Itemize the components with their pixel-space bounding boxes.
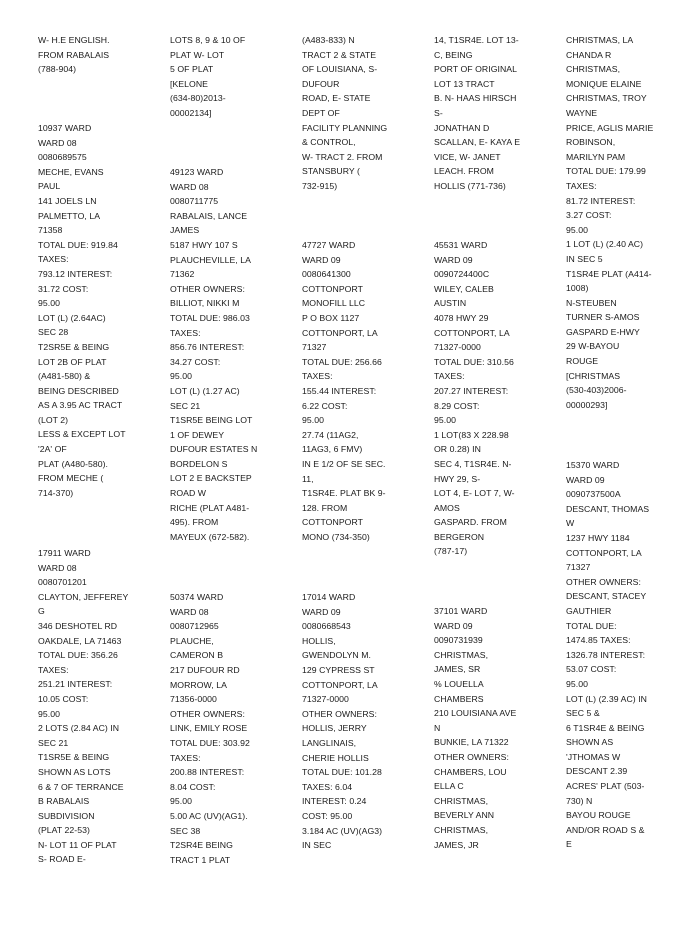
text-line: PRICE, AGLIS MARIE — [566, 122, 654, 133]
record-block — [434, 238, 562, 559]
record-block — [170, 165, 298, 544]
text-line: 15370 WARD — [566, 460, 620, 470]
text-line: 6 T1SR4E & BEING — [566, 722, 645, 733]
text-line: ELLA C — [434, 781, 464, 792]
text-line: 53.07 COST: — [566, 664, 617, 675]
text-line: [CHRISTMAS — [566, 370, 621, 381]
text-line: ROBINSON, — [566, 137, 616, 148]
text-line: DUFOUR — [302, 78, 340, 89]
text-line: 793.12 INTEREST: — [38, 268, 113, 279]
text-line: 95.00 — [170, 796, 192, 807]
text-column-3 — [302, 0, 430, 942]
text-line: 0080701201 — [38, 577, 87, 588]
text-line: HOLLIS, — [302, 635, 336, 646]
text-line: WILEY, CALEB — [434, 283, 494, 294]
text-column-4 — [434, 0, 562, 942]
text-line: BAYOU ROUGE — [566, 810, 631, 821]
text-line: (788-904) — [38, 64, 77, 75]
text-line: CHRISTMAS, — [434, 649, 489, 660]
text-line: TOTAL DUE: 179.99 — [566, 166, 646, 177]
record-block — [566, 458, 682, 852]
text-line: W — [566, 518, 575, 529]
text-line: CHRISTMAS, — [566, 64, 621, 75]
text-line: LINK, EMILY ROSE — [170, 723, 248, 734]
text-line: 11, — [302, 473, 314, 484]
text-line: 714-370) — [38, 487, 74, 498]
text-line: W- TRACT 2. FROM — [302, 151, 383, 162]
text-line: 0080711775 — [170, 196, 219, 207]
text-line: WARD 09 — [434, 620, 473, 631]
text-line: TAXES: — [566, 180, 597, 191]
text-line: SHOWN AS LOTS — [38, 766, 111, 777]
text-line: LOT 13 TRACT — [434, 78, 495, 89]
text-line: 17014 WARD — [302, 592, 356, 602]
text-line: W- H.E ENGLISH. — [38, 35, 110, 45]
text-line: 5 OF PLAT — [170, 64, 214, 75]
text-line: 0090737500A — [566, 489, 621, 500]
text-line: SEC 38 — [170, 825, 201, 836]
text-line: S- ROAD E- — [38, 854, 86, 865]
text-line: 1 LOT (L) (2.40 AC) — [566, 239, 644, 250]
text-line: MONIQUE ELAINE — [566, 78, 642, 89]
text-line: 1008) — [566, 283, 589, 294]
text-line: DESCANT, THOMAS — [566, 503, 650, 514]
text-line: 732-915) — [302, 180, 338, 191]
text-line: FROM RABALAIS — [38, 49, 110, 60]
text-line: GASPARD. FROM — [434, 517, 507, 528]
text-line: 71327-0000 — [434, 342, 481, 353]
text-line: 71362 — [170, 269, 195, 280]
text-line: B RABALAIS — [38, 796, 90, 807]
text-line: MONOFILL LLC — [302, 298, 366, 309]
text-line: WARD 09 — [434, 254, 473, 265]
text-line: 45531 WARD — [434, 240, 488, 250]
text-line: HOLLIS (771-736) — [434, 180, 506, 191]
text-line: 10.05 COST: — [38, 693, 89, 704]
text-line: CHANDA R — [566, 49, 612, 60]
text-line: 14, T1SR4E. LOT 13- — [434, 35, 519, 45]
text-line: BEING DESCRIBED — [38, 385, 119, 396]
text-line: SEC 21 — [170, 400, 201, 411]
record-block — [434, 33, 562, 194]
text-line: SEC 4, T1SR4E. N- — [434, 458, 512, 469]
text-column-5 — [566, 0, 682, 942]
text-line: TURNER S-AMOS — [566, 312, 640, 323]
text-line: SEC 21 — [38, 737, 69, 748]
text-line: WAYNE — [566, 107, 598, 118]
text-line: TOTAL DUE: 101.28 — [302, 767, 382, 778]
text-line: TOTAL DUE: 303.92 — [170, 737, 250, 748]
text-line: DEPT OF — [302, 107, 340, 118]
text-line: PLAUCHEVILLE, LA — [170, 254, 251, 265]
text-line: ACRES' PLAT (503- — [566, 781, 645, 792]
text-line: T1SR5E BEING LOT — [170, 415, 253, 426]
text-line: T1SR5E & BEING — [38, 752, 110, 763]
text-line: OTHER OWNERS: — [302, 708, 377, 719]
text-line: (A481-580) & — [38, 371, 91, 382]
text-line: OF LOUISIANA, S- — [302, 64, 378, 75]
text-line: 141 JOELS LN — [38, 195, 97, 206]
text-line: 71327 — [302, 342, 327, 353]
text-line: (787-17) — [434, 546, 468, 557]
text-line: CLAYTON, JEFFEREY — [38, 591, 129, 602]
text-line: C, BEING — [434, 49, 473, 60]
text-line: 4078 HWY 29 — [434, 312, 489, 323]
text-line: ROUGE — [566, 356, 599, 367]
text-line: RABALAIS, LANCE — [170, 210, 248, 221]
text-line: LOT (L) (2.64AC) — [38, 312, 106, 323]
text-line: % LOUELLA — [434, 678, 484, 689]
text-line: 210 LOUISIANA AVE — [434, 708, 517, 719]
text-line: 95.00 — [434, 415, 456, 426]
text-line: 0090731939 — [434, 635, 483, 646]
text-line: VICE, W- JANET — [434, 151, 501, 162]
text-line: 346 DESHOTEL RD — [38, 620, 118, 631]
text-line: CHAMBERS, LOU — [434, 766, 507, 777]
text-line: CHRISTMAS, TROY — [566, 93, 647, 104]
text-line: 'JTHOMAS W — [566, 751, 621, 762]
text-line: WARD 08 — [170, 181, 209, 192]
text-line: SEC 5 & — [566, 708, 600, 719]
text-line: N-STEUBEN — [566, 297, 617, 308]
text-line: TOTAL DUE: — [566, 620, 617, 631]
text-line: LANGLINAIS, — [302, 737, 357, 748]
text-line: 2 LOTS (2.84 AC) IN — [38, 723, 120, 734]
text-line: TAXES: — [38, 254, 69, 265]
text-line: 5187 HWY 107 S — [170, 239, 238, 250]
text-line: OTHER OWNERS: — [566, 576, 641, 587]
text-line: AUSTIN — [434, 298, 467, 309]
text-line: GASPARD E-HWY — [566, 326, 640, 337]
text-line: GAUTHIER — [566, 605, 612, 616]
record-block — [302, 33, 430, 194]
text-line: BORDELON S — [170, 458, 228, 469]
text-line: CHRISTMAS, — [434, 795, 489, 806]
text-line: TAXES: — [434, 371, 465, 382]
text-line: JAMES — [170, 225, 200, 236]
text-line: 17911 WARD — [38, 548, 91, 558]
text-line: 71327 — [566, 562, 591, 573]
text-line: 95.00 — [38, 708, 60, 719]
text-line: 1 OF DEWEY — [170, 429, 225, 440]
text-line: (PLAT 22-53) — [38, 825, 90, 836]
text-line: COTTONPORT, LA — [434, 327, 510, 338]
text-line: 3.184 AC (UV)(AG3) — [302, 825, 383, 836]
text-line: BILLIOT, NIKKI M — [170, 298, 240, 309]
text-line: 0080689575 — [38, 152, 87, 163]
text-line: 31.72 COST: — [38, 283, 89, 294]
text-line: HWY 29, S- — [434, 473, 481, 484]
text-line: 81.72 INTEREST: — [566, 195, 636, 206]
text-line: N — [434, 722, 441, 733]
text-line: PORT OF ORIGINAL — [434, 64, 518, 75]
text-line: 37101 WARD — [434, 606, 488, 616]
text-line: 730) N — [566, 795, 593, 806]
text-line: 95.00 — [566, 678, 588, 689]
text-line: SHOWN AS — [566, 737, 614, 748]
text-line: 10937 WARD — [38, 123, 92, 133]
text-line: T2SR5E & BEING — [38, 341, 110, 352]
text-line: LOT 4, E- LOT 7, W- — [434, 488, 515, 499]
text-line: MONO (734-350) — [302, 531, 370, 542]
text-line: ROAD W — [170, 488, 207, 499]
text-line: T1SR4E PLAT (A414- — [566, 268, 652, 279]
text-line: FROM MECHE ( — [38, 473, 104, 484]
text-line: AS A 3.95 AC TRACT — [38, 400, 123, 411]
text-line: PAUL — [38, 181, 61, 192]
text-column-2 — [170, 0, 298, 942]
text-line: 0090724400C — [434, 269, 490, 280]
text-line: LEACH. FROM — [434, 166, 494, 177]
text-line: 95.00 — [302, 415, 324, 426]
text-line: TRACT 2 & STATE — [302, 49, 377, 60]
text-line: OTHER OWNERS: — [170, 283, 245, 294]
text-line: TRACT 1 PLAT — [170, 854, 231, 865]
text-line: 49123 WARD — [170, 167, 224, 177]
text-line: 00002134] — [170, 107, 212, 118]
text-line: T2SR4E BEING — [170, 840, 233, 851]
text-line: COTTONPORT, LA — [302, 327, 378, 338]
text-line: BEVERLY ANN — [434, 810, 495, 821]
text-line: P O BOX 1127 — [302, 312, 360, 323]
text-line: 3.27 COST: — [566, 210, 612, 221]
text-line: CHERIE HOLLIS — [302, 752, 369, 763]
text-line: 47727 WARD — [302, 240, 356, 250]
text-line: 1474.85 TAXES: — [566, 635, 631, 646]
text-line: AMOS — [434, 502, 460, 513]
text-line: DESCANT 2.39 — [566, 766, 628, 777]
text-line: SUBDIVISION — [38, 810, 95, 821]
text-line: STANSBURY ( — [302, 166, 360, 177]
text-line: RICHE (PLAT A481- — [170, 502, 250, 513]
text-line: CAMERON B — [170, 650, 224, 661]
text-line: SCALLAN, E- KAYA E — [434, 137, 521, 148]
text-line: PLAUCHE, — [170, 635, 214, 646]
text-line: 6 & 7 OF TERRANCE — [38, 781, 124, 792]
text-line: TAXES: — [38, 664, 69, 675]
text-line: HOLLIS, JERRY — [302, 723, 367, 734]
text-line: LOT 2B OF PLAT — [38, 356, 107, 367]
text-line: WARD 08 — [170, 606, 209, 617]
text-line: (634-80)2013- — [170, 93, 226, 104]
text-line: DESCANT, STACEY — [566, 591, 647, 602]
text-line: 128. FROM — [302, 502, 348, 513]
text-line: BERGERON — [434, 531, 485, 542]
text-line: BUNKIE, LA 71322 — [434, 737, 509, 748]
text-line: LOT 2 E BACKSTEP — [170, 473, 252, 484]
text-line: CHRISTMAS, — [434, 824, 489, 835]
text-line: PALMETTO, LA — [38, 210, 101, 221]
text-line: [KELONE — [170, 78, 209, 89]
text-line: 207.27 INTEREST: — [434, 385, 509, 396]
text-line: JONATHAN D — [434, 122, 490, 133]
text-line: IN SEC — [302, 840, 332, 851]
text-line: PLAT W- LOT — [170, 49, 225, 60]
text-line: '2A' OF — [38, 444, 67, 455]
record-block — [434, 604, 562, 852]
text-line: 251.21 INTEREST: — [38, 679, 113, 690]
text-line: (LOT 2) — [38, 414, 69, 425]
text-line: OTHER OWNERS: — [434, 751, 509, 762]
text-line: 71356-0000 — [170, 694, 217, 705]
text-line: LOTS 8, 9 & 10 OF — [170, 35, 246, 45]
record-block — [170, 33, 298, 121]
text-line: WARD 08 — [38, 137, 77, 148]
text-line: MECHE, EVANS — [38, 166, 104, 177]
text-line: 0080712965 — [170, 621, 219, 632]
text-line: DUFOUR ESTATES N — [170, 444, 258, 455]
text-line: CHAMBERS — [434, 693, 484, 704]
text-line: OAKDALE, LA 71463 — [38, 635, 122, 646]
text-line: 217 DUFOUR RD — [170, 664, 240, 675]
text-line: LESS & EXCEPT LOT — [38, 429, 126, 440]
text-line: 71327-0000 — [302, 694, 349, 705]
record-block — [566, 33, 682, 412]
text-line: 856.76 INTEREST: — [170, 342, 245, 353]
record-block — [302, 238, 430, 544]
text-line: 1237 HWY 1184 — [566, 532, 630, 543]
text-line: TOTAL DUE: 256.66 — [302, 356, 382, 367]
text-line: WARD 08 — [38, 562, 77, 573]
text-line: MORROW, LA — [170, 679, 227, 690]
text-line: TOTAL DUE: 919.84 — [38, 239, 118, 250]
text-line: MAYEUX (672-582). — [170, 531, 250, 542]
record-block — [302, 590, 430, 853]
text-line: TAXES: — [170, 752, 201, 763]
text-line: COTTONPORT — [302, 283, 363, 294]
record-block — [38, 121, 166, 500]
text-line: 495). FROM — [170, 517, 219, 528]
text-line: B. N- HAAS HIRSCH — [434, 93, 517, 104]
text-line: JAMES, JR — [434, 839, 479, 850]
text-line: 29 W-BAYOU — [566, 341, 620, 352]
text-line: TOTAL DUE: 986.03 — [170, 312, 250, 323]
record-block — [38, 33, 166, 77]
text-line: 00000293] — [566, 399, 608, 410]
text-column-1 — [38, 0, 166, 942]
text-line: 34.27 COST: — [170, 356, 221, 367]
text-line: 129 CYPRESS ST — [302, 664, 375, 675]
text-line: WARD 09 — [302, 254, 341, 265]
text-line: COTTONPORT, LA — [566, 547, 642, 558]
text-line: JAMES, SR — [434, 664, 481, 675]
text-line: TAXES: — [302, 371, 333, 382]
text-line: IN E 1/2 OF SE SEC. — [302, 458, 386, 469]
text-line: & CONTROL, — [302, 137, 356, 148]
text-line: FACILITY PLANNING — [302, 122, 388, 133]
text-line: 50374 WARD — [170, 592, 224, 602]
text-line: TAXES: — [170, 327, 201, 338]
text-line: 8.29 COST: — [434, 400, 480, 411]
text-line: MARILYN PAM — [566, 151, 626, 162]
text-line: OR 0.28) IN — [434, 444, 481, 455]
text-line: 5.00 AC (UV)(AG1). — [170, 810, 248, 821]
text-line: OTHER OWNERS: — [170, 708, 245, 719]
record-block — [170, 590, 298, 867]
text-line: 95.00 — [38, 298, 60, 309]
text-line: LOT (L) (2.39 AC) IN — [566, 693, 647, 704]
text-line: 0080668543 — [302, 621, 351, 632]
text-line: IN SEC 5 — [566, 253, 603, 264]
text-line: 11AG3, 6 FMV) — [302, 444, 363, 455]
text-line: AND/OR ROAD S & — [566, 824, 645, 835]
text-line: 6.22 COST: — [302, 400, 348, 411]
text-line: 27.74 (11AG2, — [302, 429, 359, 440]
text-line: WARD 09 — [566, 474, 605, 485]
text-line: GWENDOLYN M. — [302, 650, 371, 661]
text-line: TOTAL DUE: 310.56 — [434, 356, 514, 367]
text-line: 95.00 — [566, 224, 588, 235]
text-line: INTEREST: 0.24 — [302, 796, 367, 807]
text-line: (530-403)2006- — [566, 385, 627, 396]
text-line: 200.88 INTEREST: — [170, 767, 245, 778]
text-line: N- LOT 11 OF PLAT — [38, 839, 117, 850]
text-line: (A483-833) N — [302, 35, 355, 45]
text-line: 0080641300 — [302, 269, 351, 280]
text-line: 8.04 COST: — [170, 781, 216, 792]
text-line: 1326.78 INTEREST: — [566, 649, 646, 660]
text-line: G — [38, 606, 45, 617]
text-line: WARD 09 — [302, 606, 341, 617]
text-line: T1SR4E. PLAT BK 9- — [302, 488, 386, 499]
text-line: 71358 — [38, 225, 63, 236]
text-line: TOTAL DUE: 356.26 — [38, 650, 118, 661]
text-line: LOT (L) (1.27 AC) — [170, 385, 240, 396]
text-line: S- — [434, 107, 443, 118]
text-line: COTTONPORT, LA — [302, 679, 378, 690]
text-line: ROAD, E- STATE — [302, 93, 371, 104]
text-line: 95.00 — [170, 371, 192, 382]
text-line: COST: 95.00 — [302, 810, 353, 821]
text-line: CHRISTMAS, LA — [566, 35, 634, 45]
text-line: PLAT (A480-580). — [38, 458, 109, 469]
text-line: TAXES: 6.04 — [302, 781, 353, 792]
text-line: COTTONPORT — [302, 517, 363, 528]
record-block — [38, 546, 166, 867]
text-line: 1 LOT(83 X 228.98 — [434, 429, 509, 440]
text-line: E — [566, 839, 572, 850]
text-line: 155.44 INTEREST: — [302, 385, 377, 396]
text-line: SEC 28 — [38, 327, 69, 338]
